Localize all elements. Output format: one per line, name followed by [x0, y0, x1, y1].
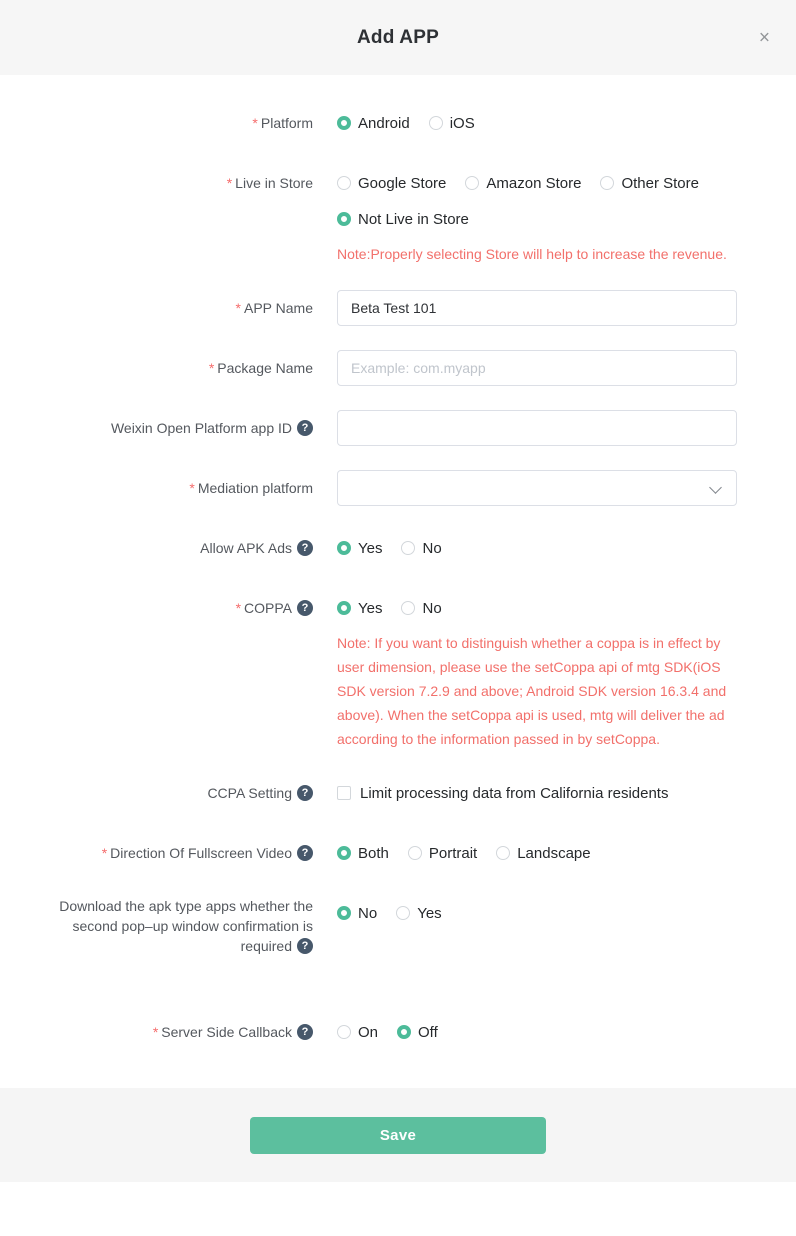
- radio-label: No: [358, 904, 378, 922]
- form-row-allow-apk-ads: [40, 530, 756, 566]
- radio-circle: [337, 601, 351, 615]
- radio-android[interactable]: [337, 115, 410, 132]
- radio-apk-confirm-yes[interactable]: [396, 905, 441, 922]
- help-icon[interactable]: ?: [297, 420, 313, 436]
- radio-label: No: [422, 599, 442, 617]
- radio-label: Amazon Store: [486, 174, 582, 192]
- required-mark: *: [252, 115, 258, 131]
- radio-label: Google Store: [358, 174, 447, 192]
- radio-not-live-in-store[interactable]: [337, 211, 469, 228]
- radio-allow-apk-yes[interactable]: [337, 540, 382, 557]
- radio-allow-apk-no[interactable]: [401, 540, 441, 557]
- server-callback-radio-group: [337, 1014, 756, 1050]
- radio-circle: [337, 846, 351, 860]
- radio-label: Android: [358, 114, 410, 132]
- radio-label: Not Live in Store: [358, 210, 469, 228]
- app-name-label: * APP Name: [235, 300, 313, 316]
- chevron-down-icon: [709, 481, 722, 494]
- platform-label: * Platform: [252, 115, 313, 131]
- radio-label: Both: [358, 844, 389, 862]
- radio-google-store[interactable]: [337, 175, 446, 192]
- required-mark: *: [235, 300, 241, 316]
- help-icon[interactable]: ?: [297, 785, 313, 801]
- radio-ios[interactable]: [429, 115, 475, 132]
- add-app-form: [0, 75, 796, 1088]
- radio-circle: [396, 906, 410, 920]
- live-in-store-radio-row-2: [337, 201, 756, 237]
- radio-circle: [600, 176, 614, 190]
- radio-circle: [429, 116, 443, 130]
- help-icon[interactable]: ?: [297, 938, 313, 954]
- radio-label: iOS: [449, 114, 475, 132]
- platform-radio-group: [337, 105, 756, 141]
- radio-circle: [401, 601, 415, 615]
- fullscreen-direction-label: * Direction Of Fullscreen Video ?: [40, 835, 313, 871]
- mediation-platform-label: * Mediation platform: [189, 480, 313, 496]
- form-row-server-callback: [40, 1014, 756, 1050]
- required-mark: *: [208, 360, 215, 376]
- radio-label: No: [422, 539, 442, 557]
- radio-label: Landscape: [517, 844, 591, 862]
- radio-coppa-no[interactable]: [401, 600, 441, 617]
- package-name-input[interactable]: [337, 350, 737, 386]
- radio-circle: [337, 116, 351, 130]
- help-icon[interactable]: ?: [297, 845, 313, 861]
- radio-circle: [496, 846, 510, 860]
- radio-direction-both[interactable]: [337, 845, 389, 862]
- radio-other-store[interactable]: [600, 175, 699, 192]
- radio-circle: [337, 906, 351, 920]
- help-icon[interactable]: ?: [297, 600, 313, 616]
- required-mark: *: [101, 845, 108, 861]
- radio-label: Yes: [417, 904, 442, 922]
- radio-amazon-store[interactable]: [465, 175, 581, 192]
- radio-label: On: [358, 1023, 379, 1041]
- ccpa-checkbox-label[interactable]: Limit processing data from California residents: [360, 784, 669, 802]
- radio-circle: [337, 176, 351, 190]
- required-mark: *: [189, 480, 195, 496]
- dialog-footer: [0, 1088, 796, 1182]
- radio-circle: [337, 541, 351, 555]
- radio-label: Other Store: [621, 174, 699, 192]
- form-row-mediation-platform: [40, 470, 756, 506]
- radio-coppa-yes[interactable]: [337, 600, 382, 617]
- live-in-store-radio-row-1: [337, 165, 756, 201]
- form-row-fullscreen-direction: [40, 835, 756, 871]
- fullscreen-direction-radio-group: [337, 835, 756, 871]
- radio-circle: [337, 1025, 351, 1039]
- coppa-radio-group: [337, 590, 756, 626]
- coppa-note: Note: If you want to distinguish whether a coppa is in effect by user dimension, please use the setCoppa api of mtg SDK(iOS SDK version 7.2.9 and above; Android SDK version 16.3.4 and above). When the setCoppa api is used, mtg will deliver the ad according to the information passed in by setCoppa.: [337, 635, 727, 747]
- radio-circle: [337, 212, 351, 226]
- form-row-apk-confirm: [40, 895, 756, 956]
- close-icon[interactable]: ×: [758, 27, 770, 48]
- radio-circle: [408, 846, 422, 860]
- radio-label: Yes: [358, 539, 383, 557]
- live-in-store-label: * Live in Store: [226, 175, 313, 191]
- ccpa-setting-label: CCPA Setting ?: [40, 775, 313, 811]
- form-row-ccpa-setting: [40, 775, 756, 811]
- radio-circle: [465, 176, 479, 190]
- apk-confirm-label: Download the apk type apps whether the second pop–up window confirmation is required ?: [59, 898, 313, 954]
- help-icon[interactable]: ?: [297, 540, 313, 556]
- form-row-live-in-store: [40, 165, 756, 266]
- required-mark: *: [226, 175, 233, 191]
- ccpa-checkbox-row: [337, 775, 756, 811]
- coppa-label: * COPPA ?: [40, 590, 313, 626]
- allow-apk-ads-radio-group: [337, 530, 756, 566]
- radio-direction-landscape[interactable]: [496, 845, 590, 862]
- form-row-platform: [40, 105, 756, 141]
- server-callback-label: * Server Side Callback ?: [40, 1014, 313, 1050]
- help-icon[interactable]: ?: [297, 1024, 313, 1040]
- radio-server-callback-off[interactable]: [397, 1024, 438, 1041]
- form-row-package-name: [40, 350, 756, 386]
- radio-label: Yes: [358, 599, 383, 617]
- radio-label: Off: [418, 1023, 438, 1041]
- dialog-title: Add APP: [357, 26, 439, 48]
- allow-apk-ads-label: Allow APK Ads ?: [40, 530, 313, 566]
- form-row-weixin-app-id: [40, 410, 756, 446]
- radio-direction-portrait[interactable]: [408, 845, 477, 862]
- radio-apk-confirm-no[interactable]: [337, 905, 377, 922]
- radio-label: Portrait: [428, 844, 478, 862]
- dialog-header: [0, 0, 796, 75]
- radio-circle: [397, 1025, 411, 1039]
- required-mark: *: [235, 600, 242, 616]
- weixin-app-id-label: Weixin Open Platform app ID ?: [40, 410, 313, 446]
- form-row-coppa: [40, 590, 756, 751]
- apk-confirm-radio-group: [337, 895, 756, 931]
- radio-circle: [401, 541, 415, 555]
- radio-server-callback-on[interactable]: [337, 1024, 378, 1041]
- app-name-input[interactable]: [337, 290, 737, 326]
- package-name-label: * Package Name: [208, 360, 313, 376]
- required-mark: *: [152, 1024, 159, 1040]
- weixin-app-id-input[interactable]: [337, 410, 737, 446]
- form-row-app-name: [40, 290, 756, 326]
- save-button[interactable]: Save: [250, 1117, 546, 1154]
- mediation-platform-select[interactable]: [337, 470, 737, 506]
- ccpa-checkbox[interactable]: [337, 786, 351, 800]
- live-in-store-note: Note:Properly selecting Store will help to increase the revenue.: [337, 246, 727, 262]
